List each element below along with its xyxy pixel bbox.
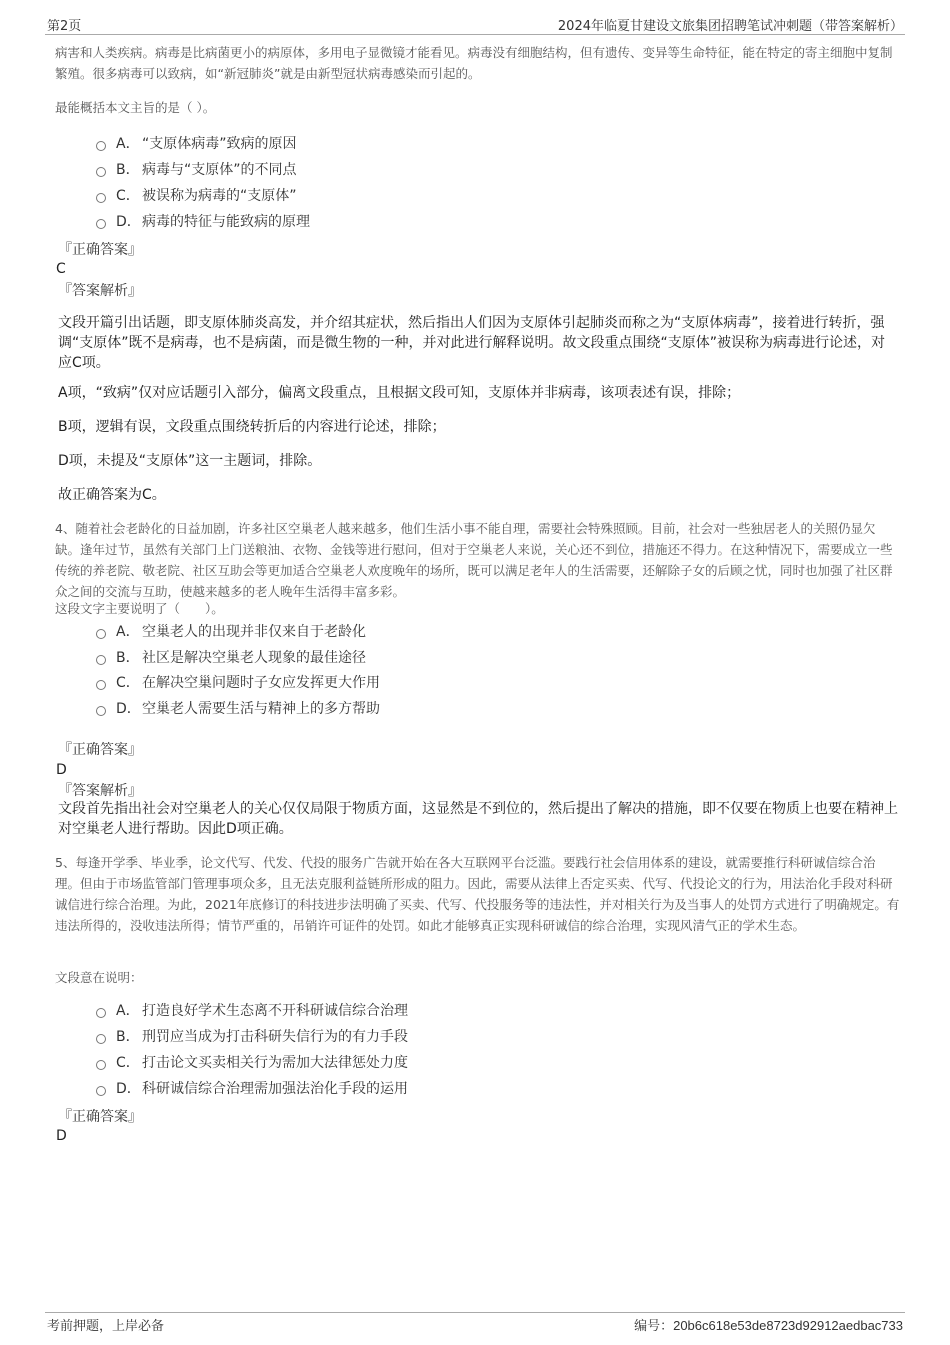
footer-code (634, 1315, 903, 1334)
q3-prompt: 最能概括本文主旨的是（ ）。 (55, 100, 216, 115)
q4-option-a[interactable]: A． 空巢老人的出现并非仅来自于老龄化 (96, 620, 366, 644)
q4-option-d[interactable]: D．空巢老人需要生活与精神上的多方帮助 (96, 697, 380, 721)
q5-prompt: 文段意在说明： (55, 970, 143, 985)
footer-slogan: 考前押题，上岸必备 (47, 1319, 165, 1334)
q4-analysis-label: 『答案解析』 (58, 783, 142, 799)
q5-option-d[interactable]: D．科研诚信综合治理需加强法治化手段的运用 (96, 1077, 408, 1101)
radio-icon[interactable] (96, 1060, 106, 1070)
q4-analysis: 文段首先指出社会对空巢老人的关心仅仅局限于物质方面，这显然是不到位的，然后提出了解决的措施，即不仅要在物质上也要在精神上对空巢老人进行帮助。因此D项正确。 (58, 801, 898, 837)
footer-code-label: 编号： (634, 1319, 674, 1334)
q3-option-a[interactable]: A． “支原体病毒”致病的原因 (96, 132, 297, 156)
q3-passage: 病害和人类疾病。病毒是比病菌更小的病原体，多用电子显微镜才能看见。病毒没有细胞结构，但有遗传、变异等生命特征，能在特定的寄主细胞中复制繁殖。很多病毒可以致病，如“新冠肺炎”就是由新型冠状病毒感染而引起的。 (55, 45, 893, 81)
q5-answer: D (56, 1128, 67, 1144)
q3-analysis-para-1: 文段开篇引出话题，即支原体肺炎高发，并介绍其症状，然后指出人们因为支原体引起肺炎而称之为“支原体病毒”，接着进行转折，强调“支原体”既不是病毒，也不是病菌，而是微生物的一种，并对此进行解释说明。故文段重点围绕“支原体”被误称为病毒进行论述，对应C项。 (58, 315, 886, 371)
q3-answer: C (56, 261, 66, 277)
page-header (45, 12, 905, 35)
q4-answer-label: 『正确答案』 (58, 742, 142, 758)
q3-analysis-label: 『答案解析』 (58, 283, 142, 299)
q3-option-c[interactable]: C． 被误称为病毒的“支原体” (96, 184, 297, 208)
radio-icon[interactable] (96, 167, 106, 177)
radio-icon[interactable] (96, 655, 106, 665)
q3-answer-label: 『正确答案』 (58, 242, 142, 258)
q3-analysis-para-2: A项，“致病”仅对应话题引入部分，偏离文段重点，且根据文段可知，支原体并非病毒，该项表述有误，排除； (58, 385, 741, 401)
radio-icon[interactable] (96, 1008, 106, 1018)
radio-icon[interactable] (96, 193, 106, 203)
q3-option-b[interactable]: B． 病毒与“支原体”的不同点 (96, 158, 297, 182)
radio-icon[interactable] (96, 680, 106, 690)
q4-answer: D (56, 762, 67, 778)
radio-icon[interactable] (96, 219, 106, 229)
radio-icon[interactable] (96, 1086, 106, 1096)
q4-option-b[interactable]: B． 社区是解决空巢老人现象的最佳途径 (96, 646, 366, 670)
document-title: 2024年临夏甘建设文旅集团招聘笔试冲刺题（带答案解析） (557, 19, 903, 34)
q4-prompt: 这段文字主要说明了（ ）。 (55, 601, 224, 616)
q3-analysis-para-5: 故正确答案为C。 (58, 487, 166, 503)
q3-analysis-para-4: D项，未提及“支原体”这一主题词，排除。 (58, 453, 322, 469)
q4-passage: 4、随着社会老龄化的日益加剧，许多社区空巢老人越来越多，他们生活小事不能自理，需要社会特殊照顾。目前，社会对一些独居老人的关照仍显欠缺。逢年过节，虽然有关部门上门送粮油、衣物、金钱等进行慰问，但对于空巢老人来说，关心还不到位，措施还不得力。在这种情况下，需要成立一些传统的养老院、敬老院、社区互助会等更加适合空巢老人欢度晚年的场所，既可以满足老年人的生活需要，还解除子女的后顾之忧，同时也加强了社区群众之间的交流与互助，使越来越多的老人晚年生活得丰富多彩。 (55, 521, 893, 599)
q5-option-a[interactable]: A． 打造良好学术生态离不开科研诚信综合治理 (96, 999, 408, 1023)
q5-passage: 5、每逢开学季、毕业季，论文代写、代发、代投的服务广告就开始在各大互联网平台泛滥。要践行社会信用体系的建设，就需要推行科研诚信综合治理。但由于市场监管部门管理事项众多，且无法克服利益链所形成的阻力。因此，需要从法律上否定买卖、代写、代投论文的行为，用法治化手段对科研诚信进行综合治理。为此，2021年底修订的科技进步法明确了买卖、代写、代投服务等的违法性，并对相关行为及当事人的处罚方式进行了明确规定。有违法所得的，没收违法所得；情节严重的，吊销许可证件的处罚。如此才能够真正实现科研诚信的综合治理，实现风清气正的学术生态。 (55, 855, 900, 933)
q5-option-b[interactable]: B． 刑罚应当成为打击科研失信行为的有力手段 (96, 1025, 408, 1049)
q5-answer-label: 『正确答案』 (58, 1109, 142, 1125)
footer-code-value: 20b6c618e53de8723d92912aedbac733 (673, 1318, 903, 1333)
radio-icon[interactable] (96, 1034, 106, 1044)
radio-icon[interactable] (96, 629, 106, 639)
radio-icon[interactable] (96, 141, 106, 151)
page-footer (45, 1312, 905, 1333)
radio-icon[interactable] (96, 706, 106, 716)
page-number: 第2页 (47, 19, 82, 34)
q3-option-d[interactable]: D．病毒的特征与能致病的原理 (96, 210, 310, 234)
q4-option-c[interactable]: C． 在解决空巢问题时子女应发挥更大作用 (96, 671, 380, 695)
q5-option-c[interactable]: C． 打击论文买卖相关行为需加大法律惩处力度 (96, 1051, 408, 1075)
q3-analysis-para-3: B项，逻辑有误，文段重点围绕转折后的内容进行论述，排除； (58, 419, 446, 435)
